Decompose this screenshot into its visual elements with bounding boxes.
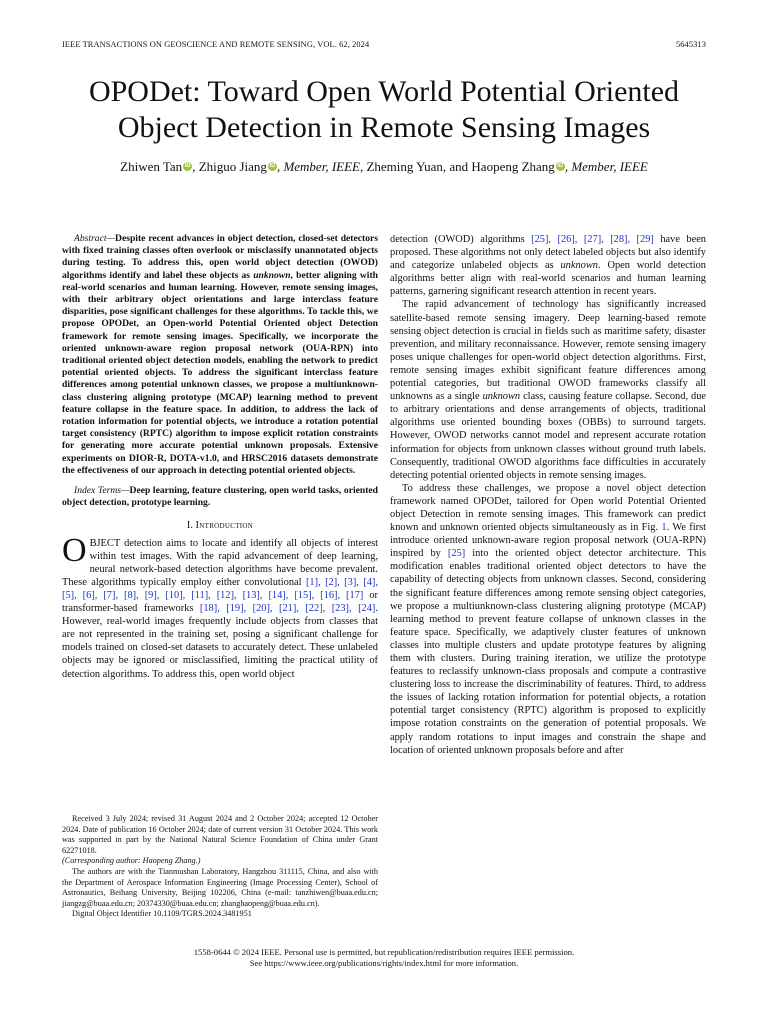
- author-membership: Member, IEEE: [283, 159, 360, 174]
- body-paragraph: [390, 482, 706, 757]
- citation-links[interactable]: [25], [26], [27], [28], [29]: [531, 234, 654, 245]
- footnote-affiliation: The authors are with the Tianmushan Laboratory, Hangzhou 311115, China, and also with the Department of Aerospace Information Engineering (Image Processing Center), School of Astronautics, Beihang University, Beijing 102206, China (e-mail: tanzhiwen@buaa.edu.cn; jiangzg@buaa.edu.cn; 20374330@buaa.edu.cn; zhanghaopeng@buaa.edu.cn).: [62, 866, 378, 908]
- body-paragraph: [390, 233, 706, 298]
- paragraph-text: . We first introduce oriented unknown-aware region proposal network (OUA-RPN) inspired by: [390, 522, 706, 560]
- index-terms-label: Index Terms—: [74, 485, 130, 497]
- citation-link[interactable]: [25]: [447, 548, 466, 560]
- author-name: Haopeng Zhang: [471, 159, 555, 174]
- body-paragraph: [390, 298, 706, 481]
- paragraph-text: have been proposed. These algorithms not only detect labeled objects but also identify and categorize unlabeled objects as: [390, 234, 707, 272]
- right-column: [390, 233, 706, 757]
- author-name: Zhiwen Tan: [120, 159, 183, 174]
- corresponding-author: (Corresponding author: Haopeng Zhang.): [62, 856, 201, 866]
- footnotes: [62, 814, 378, 920]
- title-line-2: Object Detection in Remote Sensing Images: [117, 111, 651, 144]
- emphasis-text: unknown: [482, 391, 521, 403]
- copyright-line: 1558-0644 © 2024 IEEE. Personal use is permitted, but republication/redistribution requires IEEE permission.: [193, 947, 575, 957]
- paragraph-text: into the oriented object detector architecture. This modification enables traditional oriented object detectors to have the capability of detecting objects from unknown classes. Second, considering the significant feature differences among remote sensing object categories, we propose a multiunknown-class clustering aligning prototype (MCAP) learning method to prevent feature collapse of unknown classes in the feature space. Specifically, we adaptively cluster features of unknown classes into multiple clusters and update prototype features by aligning them with clusters. During training iteration, we utilize the prototype features to reclassify unknown-class proposals and compute a contrastive clustering loss to increase the discriminability of features. Third, to address the issues of lacking rotation information for potential objects, a rotation potential target consistency (RPTC) algorithm is proposed to explicitly impose rotation constraints on the generation of potential proposals. We apply random rotations to input images and constrain the shape and location of oriented unknown proposals before and after: [390, 548, 706, 756]
- index-terms-text: Deep learning, feature clustering, open world tasks, oriented object detection, prototype learning.: [62, 485, 379, 509]
- footnote-corresponding: [62, 856, 378, 867]
- paragraph-text: . However, real-world images frequently include objects from classes that are not represented in the training set, posing a significant challenge for models trained on closed-set datasets to accurately detect. These unlabeled objects may be ignored or misclassified, limiting the practical utility of detection algorithms. To address this, open world object: [62, 603, 378, 680]
- title-line-1: OPODet: Toward Open World Potential Oriented: [88, 75, 680, 108]
- paper-title: [40, 74, 728, 146]
- author-name: Zheming Yuan: [366, 159, 443, 174]
- orcid-icon[interactable]: iD: [269, 163, 276, 169]
- citation-links[interactable]: [1], [2], [3], [4], [5], [6], [7], [8], [9], [10], [11], [12], [13], [14], [15], [16], [17]: [62, 576, 378, 601]
- footnote-received: Received 3 July 2024; revised 31 August 2024 and 2 October 2024; accepted 12 October 2024. Date of publication 16 October 2024; date of current version 31 October 2024. This work was supported in part by the National Natural Science Foundation of China under Grant 62271018.: [62, 814, 378, 855]
- abstract: [62, 233, 378, 477]
- rights-line: See https://www.ieee.org/publications/rights/index.html for more information.: [249, 958, 519, 968]
- section-number: I.: [186, 520, 196, 532]
- copyright-notice: [40, 947, 728, 969]
- paragraph-text: BJECT detection aims to locate and identify all objects of interest within test images. With the rapid advancement of deep learning, neural network-based detection algorithms have become prevalent. These algorithms typically employ either convolutional: [62, 537, 378, 588]
- left-column: [62, 233, 378, 681]
- emphasis-text: unknown: [560, 260, 598, 272]
- citation-links[interactable]: [18], [19], [20], [21], [22], [23], [24]: [199, 603, 376, 615]
- running-head: [62, 40, 706, 49]
- paragraph-text: or transformer-based frameworks: [62, 589, 378, 615]
- article-number: 5645313: [675, 40, 706, 49]
- paragraph-text: . Open world detection algorithms better align with real-world scenarios and human learning patterns, garnering significant research attention in recent years.: [390, 260, 706, 298]
- paragraph-text: detection (OWOD) algorithms: [390, 234, 532, 245]
- paragraph-text: class, causing feature collapse. Second, due to arbitrary orientations and dense arrangements of objects, traditional algorithms use oriented bounding boxes (OBBs) to surround targets. However, OWOD networks cannot model and represent accurate rotation information for objects from unknown classes without ground truth labels. Consequently, traditional OWOD algorithms face difficulties in accurately detecting potential oriented objects in remote sensing images.: [390, 391, 706, 481]
- author-list: Zhiwen Tan iD , Zhiguo Jiang iD , Member, IEEE, Zheming Yuan, and Haopeng Zhang iD , Member, IEEE: [120, 159, 648, 174]
- figure-link[interactable]: 1: [661, 522, 667, 534]
- abstract-text: Despite recent advances in object detection, closed-set detectors with fixed training classes often overlook or misclassify unannotated objects during testing. To address this, open world object detection (OWOD) algorithms identify and label these objects as: [62, 233, 378, 281]
- orcid-icon[interactable]: iD: [557, 163, 564, 169]
- author-name: Zhiguo Jiang: [198, 159, 267, 174]
- intro-paragraph: [62, 531, 378, 681]
- drop-cap: O: [62, 531, 87, 569]
- section-heading: [62, 519, 378, 532]
- abstract-text: , better aligning with real-world scenarios and human learning. However, remote sensing images, with their arbitrary object orientations and large interclass feature disparities, pose significant challenges for these algorithms. To tackle this, we propose OPODet, an Open-world Potential Oriented object Detection framework for remote sensing images. Specifically, we incorporate the oriented unknown-aware region proposal network (OUA-RPN) into traditional oriented object detection models, enabling the network to predict potential oriented objects. To address the significant interclass feature differences among potential unknown classes, we propose a multiunknown-class clustering aligning prototype (MCAP) learning method to prevent feature collapse in the feature space. In addition, to address the lack of rotation information for potential objects, we introduce a rotation potential target consistency (RPTC) algorithm to impose explicit rotation constraints for generating more accurate potential unknown proposals. Extensive experiments on DIOR-R, DOTA-v1.0, and HRSC2016 datasets demonstrate the effectiveness of our approach in detecting potential oriented objects.: [62, 269, 378, 476]
- paragraph-text: The rapid advancement of technology has significantly increased satellite-based remote sensing imagery. Deep learning-based remote sensing object detection is crucial in fields such as maritime safety, disaster prevention, and military reconnaissance. However, remote sensing imagery poses unique challenges for open-world object detection algorithms. First, remote sensing images exhibit significant feature differences among potential categories, but traditional OWOD frameworks classify all unknowns as a single: [390, 299, 706, 403]
- paragraph-text: To address these challenges, we propose a novel object detection framework named OPODet, tailored for Open world Potential Oriented object Detection in remote sensing images. This framework can predict known and unknown oriented objects simultaneously as in Fig.: [390, 482, 706, 534]
- orcid-icon[interactable]: iD: [184, 163, 191, 169]
- abstract-emphasis: unknown: [253, 269, 291, 281]
- author-membership: Member, IEEE: [571, 159, 648, 174]
- index-terms: [62, 485, 378, 509]
- conjunction: and: [449, 159, 469, 174]
- section-title: Introduction: [195, 520, 254, 532]
- journal-name: IEEE TRANSACTIONS ON GEOSCIENCE AND REMOTE SENSING, VOL. 62, 2024: [62, 40, 370, 49]
- footnote-doi: Digital Object Identifier 10.1109/TGRS.2024.3481951: [72, 909, 252, 919]
- abstract-label: Abstract—: [74, 233, 116, 244]
